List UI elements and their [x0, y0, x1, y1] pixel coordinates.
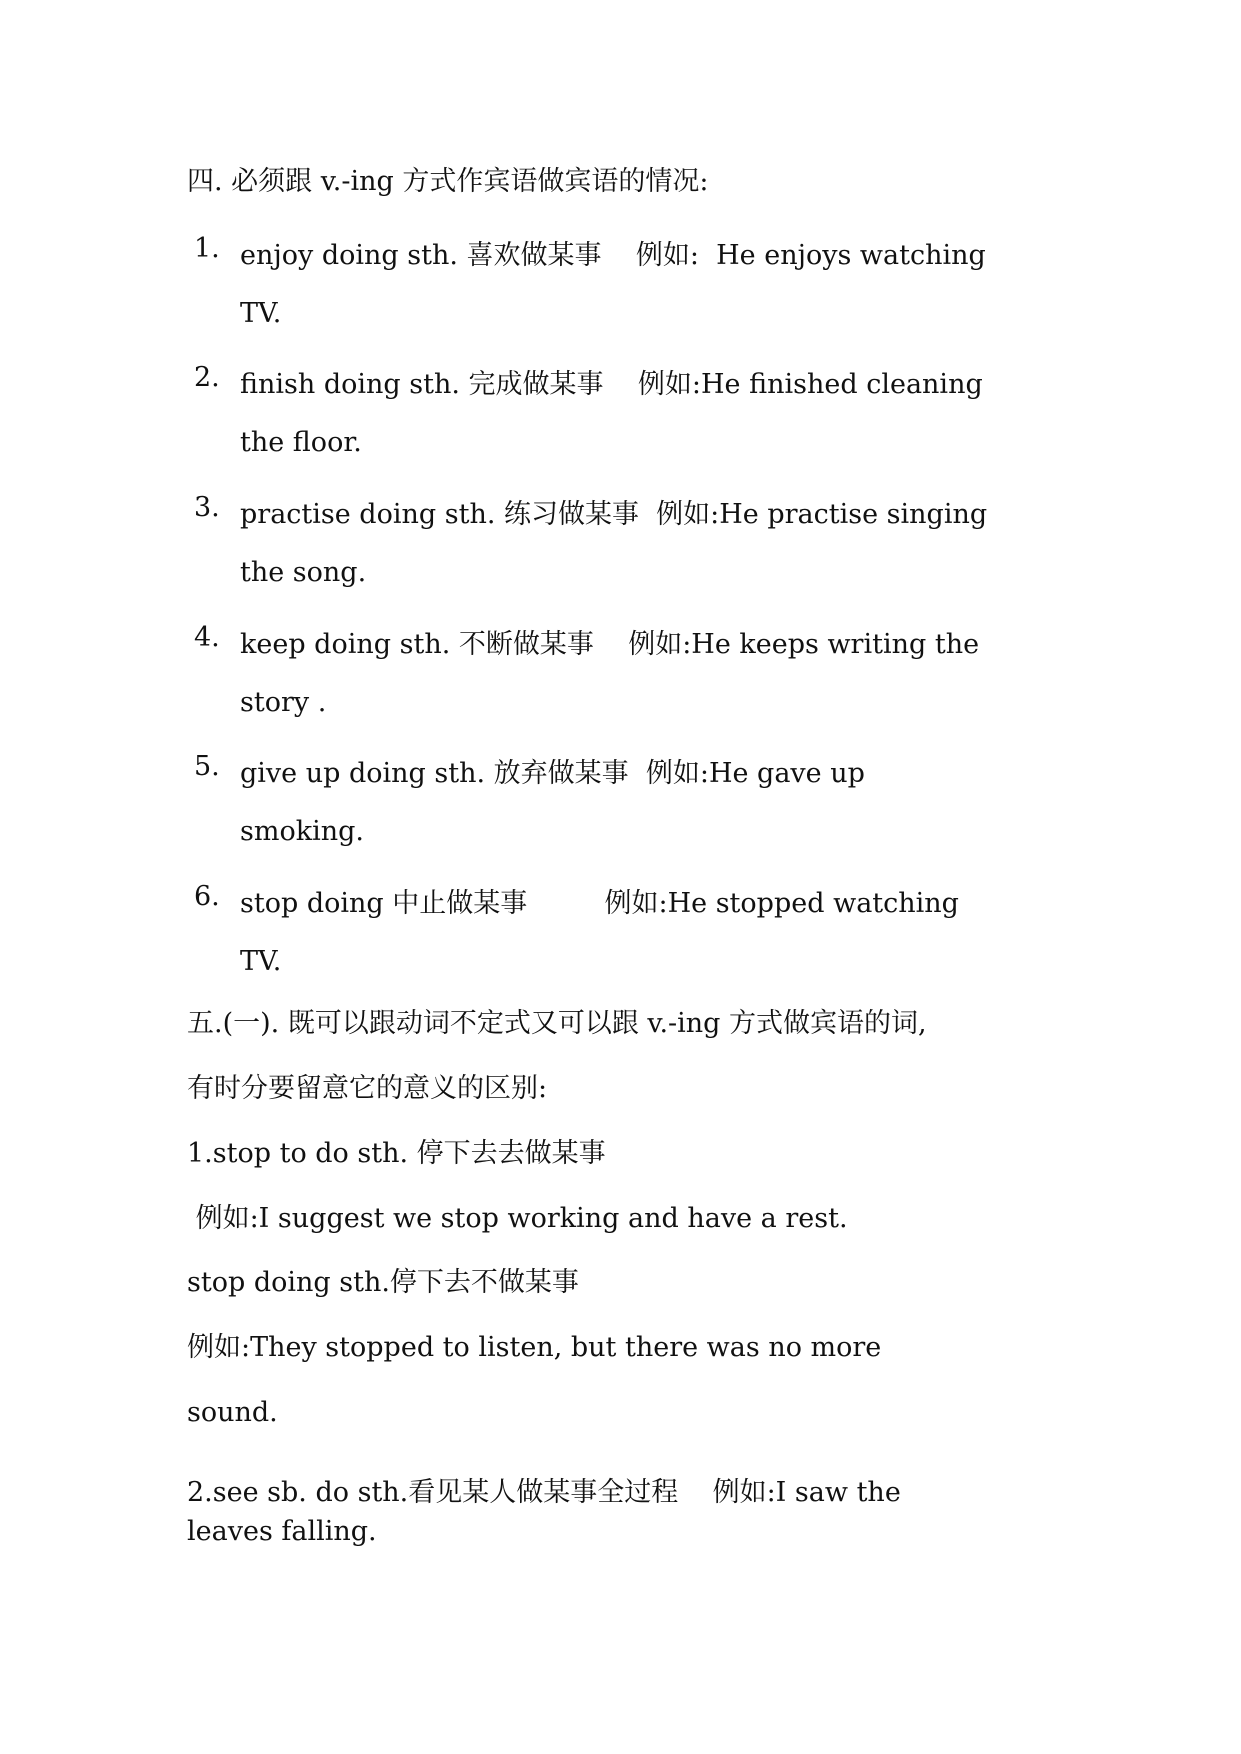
item-continuation: the floor. — [240, 427, 362, 458]
example-sentence: 例如:They stopped to listen, but there was no more — [187, 1332, 882, 1363]
example-continuation: sound. — [187, 1397, 278, 1428]
section-4-heading: 四. 必须跟 v.-ing 方式作宾语做宾语的情况: — [187, 166, 709, 197]
example-heading: stop doing sth.停下去不做某事 — [187, 1267, 579, 1298]
item-number: 4. — [194, 622, 220, 653]
item-text: practise doing sth. 练习做某事 例如:He practise singing — [240, 499, 988, 530]
item-text: keep doing sth. 不断做某事 例如:He keeps writing the — [240, 629, 980, 660]
item-continuation: the song. — [240, 557, 367, 588]
item-number: 3. — [194, 492, 220, 523]
example-sentence: 例如:I suggest we stop working and have a rest. — [187, 1203, 848, 1234]
item-text: stop doing 中止做某事 例如:He stopped watching — [240, 888, 959, 919]
item-number: 6. — [194, 881, 220, 912]
item-continuation: story . — [240, 687, 327, 718]
item-number: 1. — [194, 233, 220, 264]
example-heading-2: 2.see sb. do sth.看见某人做某事全过程 例如:I saw the — [187, 1477, 901, 1508]
item-continuation: smoking. — [240, 816, 364, 847]
section-5-heading: 五.(一). 既可以跟动词不定式又可以跟 v.-ing 方式做宾语的词, — [187, 1008, 927, 1039]
item-text: finish doing sth. 完成做某事 例如:He finished cleaning — [240, 369, 983, 400]
item-continuation: TV. — [240, 946, 282, 977]
item-continuation: TV. — [240, 298, 282, 329]
item-number: 2. — [194, 362, 220, 393]
section-5-subheading: 有时分要留意它的意义的区别: — [187, 1073, 548, 1104]
example-continuation: leaves falling. — [187, 1516, 377, 1547]
item-text: enjoy doing sth. 喜欢做某事 例如: He enjoys watching — [240, 240, 986, 271]
item-number: 5. — [194, 751, 220, 782]
item-text: give up doing sth. 放弃做某事 例如:He gave up — [240, 758, 865, 789]
example-heading-1: 1.stop to do sth. 停下去去做某事 — [187, 1138, 606, 1169]
